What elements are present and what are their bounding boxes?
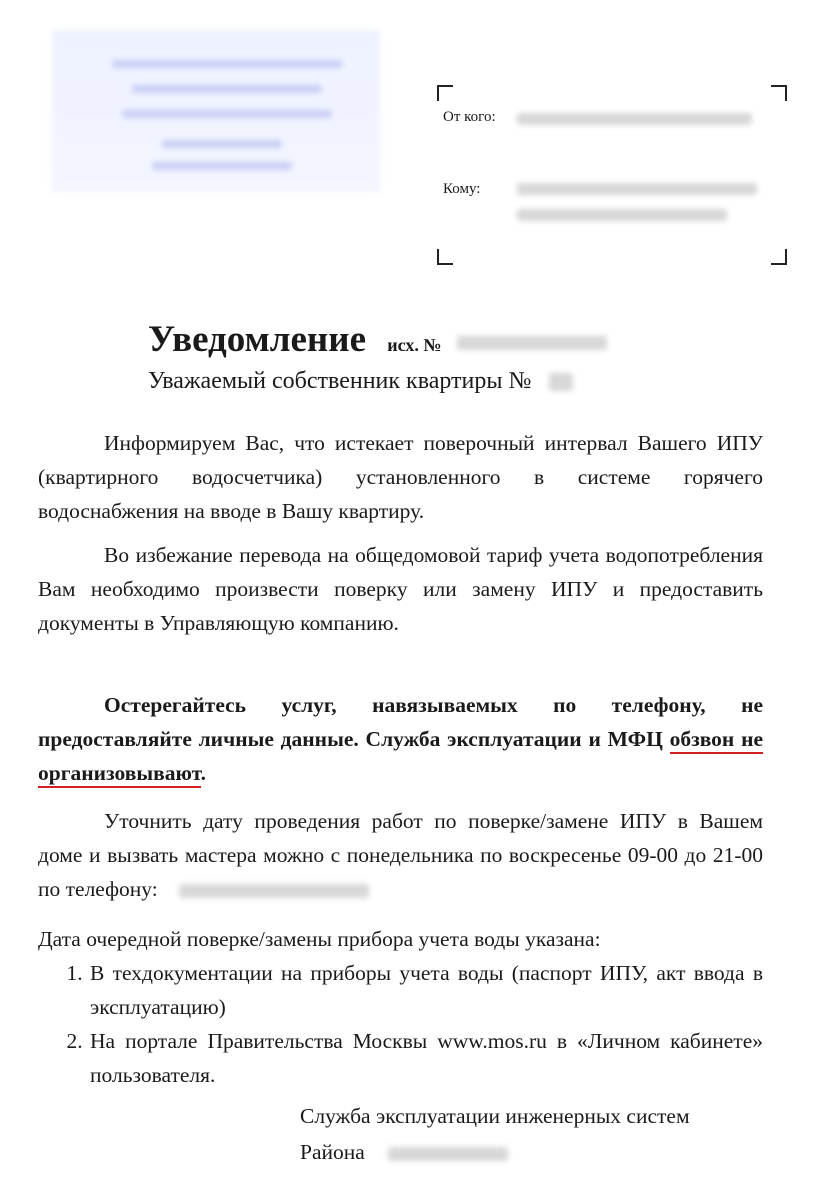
notice-title	[148, 318, 607, 361]
paragraph-verification: Во избежание перевода на общедомовой тариф учета водопотребления Вам необходимо произвести поверку или замену ИПУ и предоставить документы в Управляющую компанию.	[38, 543, 763, 635]
warning-end: .	[200, 761, 206, 785]
to-label: Кому:	[443, 181, 481, 197]
reference-label: исх. №	[387, 335, 442, 355]
apartment-number-redacted	[549, 373, 573, 391]
address-block	[437, 85, 787, 265]
salutation-text: Уважаемый собственник квартиры №	[148, 368, 532, 394]
blurred-stamp	[52, 30, 380, 192]
list-intro: Дата очередной поверке/замены прибора учета воды указана:	[38, 927, 601, 951]
warning-text: Остерегайтесь услуг, навязываемых по телефону, не предоставляйте личные данные. Служба эксплуатации и МФЦ	[38, 693, 763, 751]
to-value-redacted	[517, 181, 757, 221]
notice-title-text: Уведомление	[148, 319, 366, 360]
from-value-redacted	[517, 111, 752, 127]
reference-number-redacted	[457, 336, 607, 350]
paragraph-warning	[38, 688, 763, 790]
phone-number-redacted	[179, 884, 369, 898]
from-label: От кого:	[443, 109, 496, 125]
paragraph-expiry: Информируем Вас, что истекает поверочный интервал Вашего ИПУ (квартирного водосчетчика) установленного в системе горячего водоснабжения на вводе в Вашу квартиру.	[38, 431, 763, 523]
validity-list	[38, 956, 763, 1092]
district-label: Района	[300, 1140, 365, 1164]
list-item: 1. В техдокументации на приборы учета воды (паспорт ИПУ, акт ввода в эксплуатацию)	[88, 956, 763, 1024]
signature-line-1: Служба эксплуатации инженерных систем	[300, 1104, 690, 1128]
warning-underlined-text: обзвон не организовывают	[38, 727, 763, 788]
signature	[300, 1098, 690, 1170]
contact-text: Уточнить дату проведения работ по поверке/замене ИПУ в Вашем доме и вызвать мастера можно с понедельника по воскресенье 09-00 до 21-00 по телефону:	[38, 809, 763, 901]
validity-section	[38, 922, 763, 1092]
district-name-redacted	[388, 1147, 508, 1161]
salutation	[148, 368, 573, 395]
list-item: 2. На портале Правительства Москвы www.mos.ru в «Личном кабинете» пользователя.	[88, 1024, 763, 1092]
signature-line-2	[300, 1134, 690, 1170]
paragraph-contact	[38, 804, 763, 906]
